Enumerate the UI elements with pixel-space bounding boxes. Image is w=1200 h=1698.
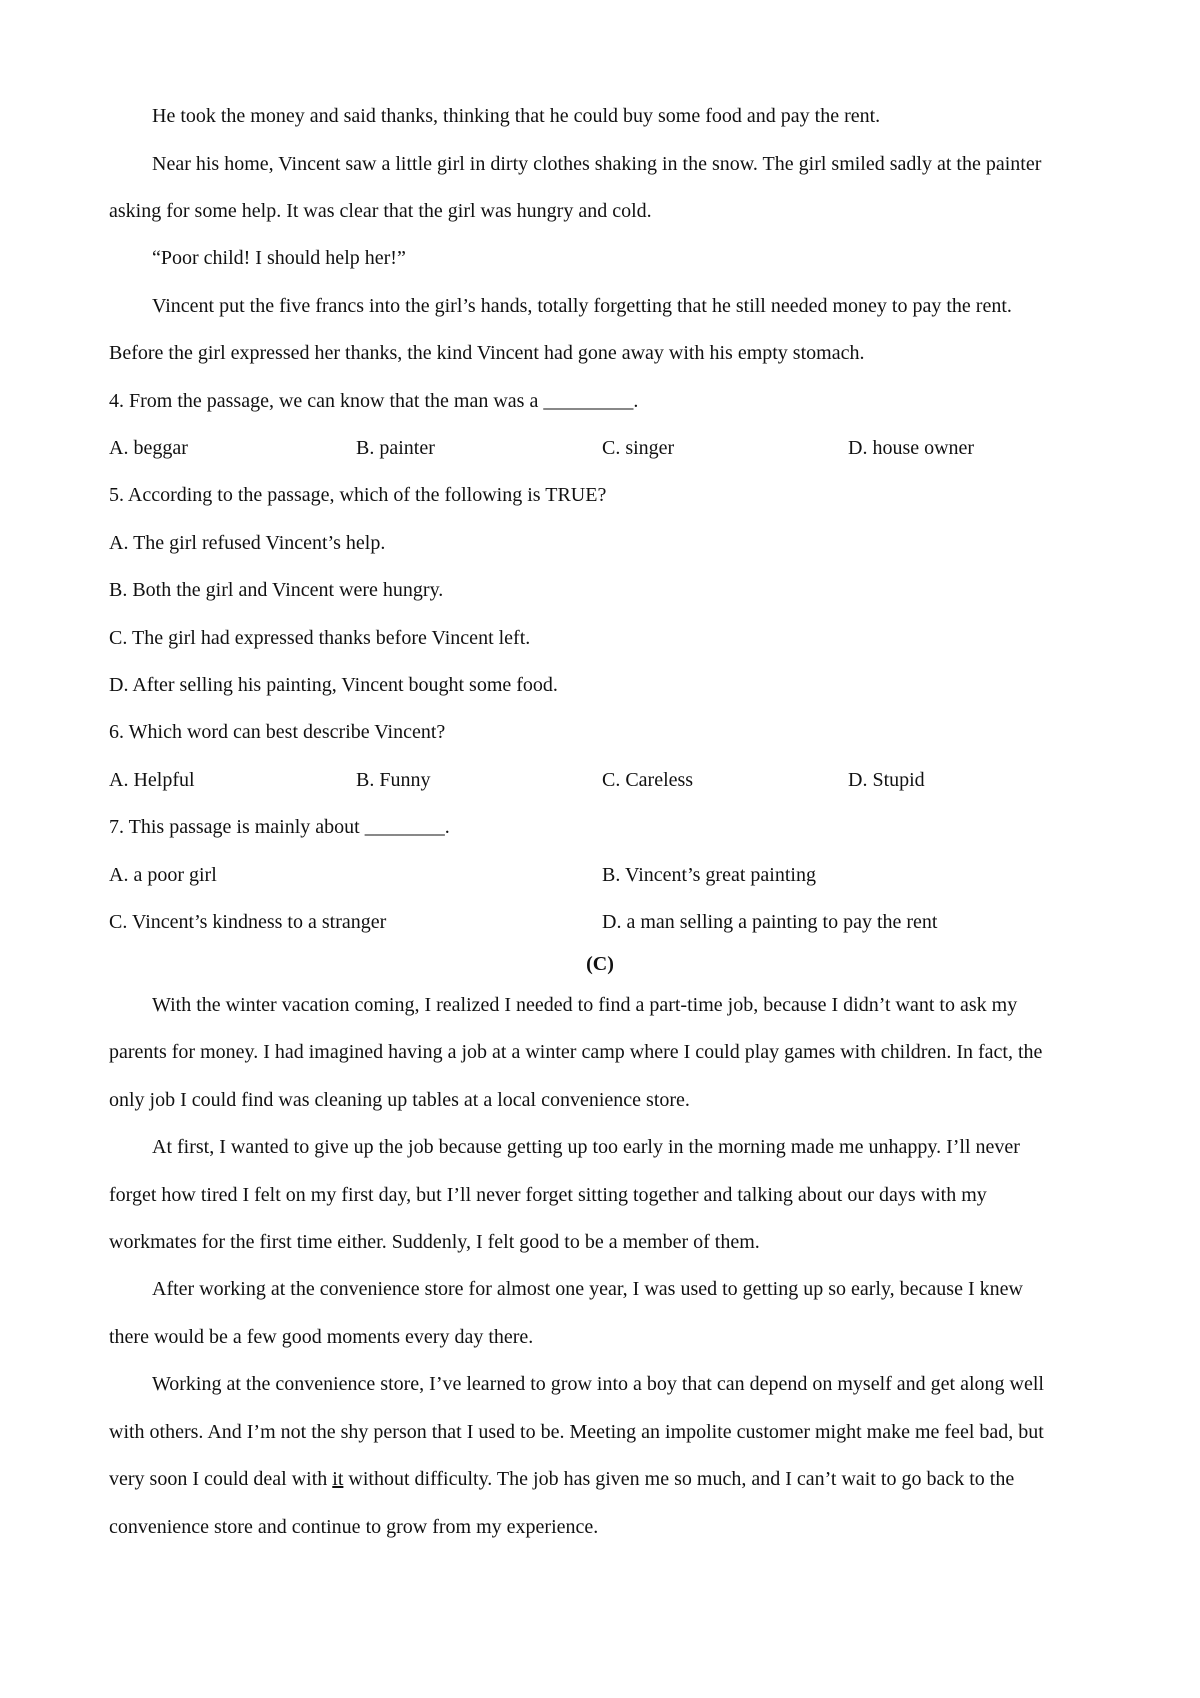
question-stem: 6. Which word can best describe Vincent?	[109, 721, 446, 743]
passage-line: there would be a few good moments every day there.	[109, 1326, 534, 1348]
option-c: C. The girl had expressed thanks before Vincent left.	[109, 627, 531, 649]
passage-line: At first, I wanted to give up the job because getting up too early in the morning made me unhappy. I’ll never	[152, 1136, 1020, 1158]
question-stem: 5. According to the passage, which of the following is TRUE?	[109, 484, 607, 506]
passage-line-underlined	[109, 1467, 1014, 1491]
option-c: C. Careless	[602, 769, 694, 791]
passage-line: “Poor child! I should help her!”	[152, 247, 406, 269]
passage-line: forget how tired I felt on my first day, but I’ll never forget sitting together and talking about our days with my	[109, 1184, 987, 1206]
passage-line: only job I could find was cleaning up tables at a local convenience store.	[109, 1089, 690, 1111]
option-d: D. Stupid	[848, 769, 925, 791]
passage-line: Vincent put the five francs into the girl’s hands, totally forgetting that he still needed money to pay the rent.	[152, 295, 1012, 317]
option-d: D. a man selling a painting to pay the rent	[602, 911, 938, 933]
text-before: very soon I could deal with	[109, 1468, 333, 1490]
passage-line: Working at the convenience store, I’ve learned to grow into a boy that can depend on myself and get along well	[152, 1373, 1044, 1395]
section-heading: (C)	[586, 953, 614, 975]
option-b: B. painter	[356, 437, 435, 459]
passage-line: Before the girl expressed her thanks, the kind Vincent had gone away with his empty stomach.	[109, 342, 865, 364]
option-b: B. Funny	[356, 769, 431, 791]
passage-line: asking for some help. It was clear that the girl was hungry and cold.	[109, 200, 652, 222]
underlined-word: it	[332, 1468, 344, 1490]
text-after: without difficulty. The job has given me so much, and I can’t wait to go back to the	[343, 1468, 1015, 1490]
question-stem: 4. From the passage, we can know that the man was a _________.	[109, 390, 639, 412]
passage-line: parents for money. I had imagined having a job at a winter camp where I could play games with children. In fact, the	[109, 1041, 1043, 1063]
passage-line: with others. And I’m not the shy person that I used to be. Meeting an impolite customer might make me feel bad, but	[109, 1421, 1044, 1443]
passage-line: With the winter vacation coming, I realized I needed to find a part-time job, because I didn’t want to ask my	[152, 994, 1018, 1016]
passage-line: workmates for the first time either. Suddenly, I felt good to be a member of them.	[109, 1231, 760, 1253]
passage-line: Near his home, Vincent saw a little girl in dirty clothes shaking in the snow. The girl smiled sadly at the painter	[152, 153, 1042, 175]
option-a: A. The girl refused Vincent’s help.	[109, 532, 386, 554]
passage-line: convenience store and continue to grow from my experience.	[109, 1516, 599, 1538]
option-b: B. Vincent’s great painting	[602, 864, 816, 886]
option-d: D. After selling his painting, Vincent bought some food.	[109, 674, 558, 696]
option-c: C. singer	[602, 437, 675, 459]
option-a: A. beggar	[109, 437, 188, 459]
passage-line: He took the money and said thanks, thinking that he could buy some food and pay the rent.	[152, 105, 881, 127]
option-d: D. house owner	[848, 437, 975, 459]
option-b: B. Both the girl and Vincent were hungry.	[109, 579, 444, 601]
option-a: A. a poor girl	[109, 864, 217, 886]
option-c: C. Vincent’s kindness to a stranger	[109, 911, 387, 933]
question-stem: 7. This passage is mainly about ________.	[109, 816, 450, 838]
option-a: A. Helpful	[109, 769, 195, 791]
passage-line: After working at the convenience store for almost one year, I was used to getting up so early, because I knew	[152, 1278, 1023, 1300]
